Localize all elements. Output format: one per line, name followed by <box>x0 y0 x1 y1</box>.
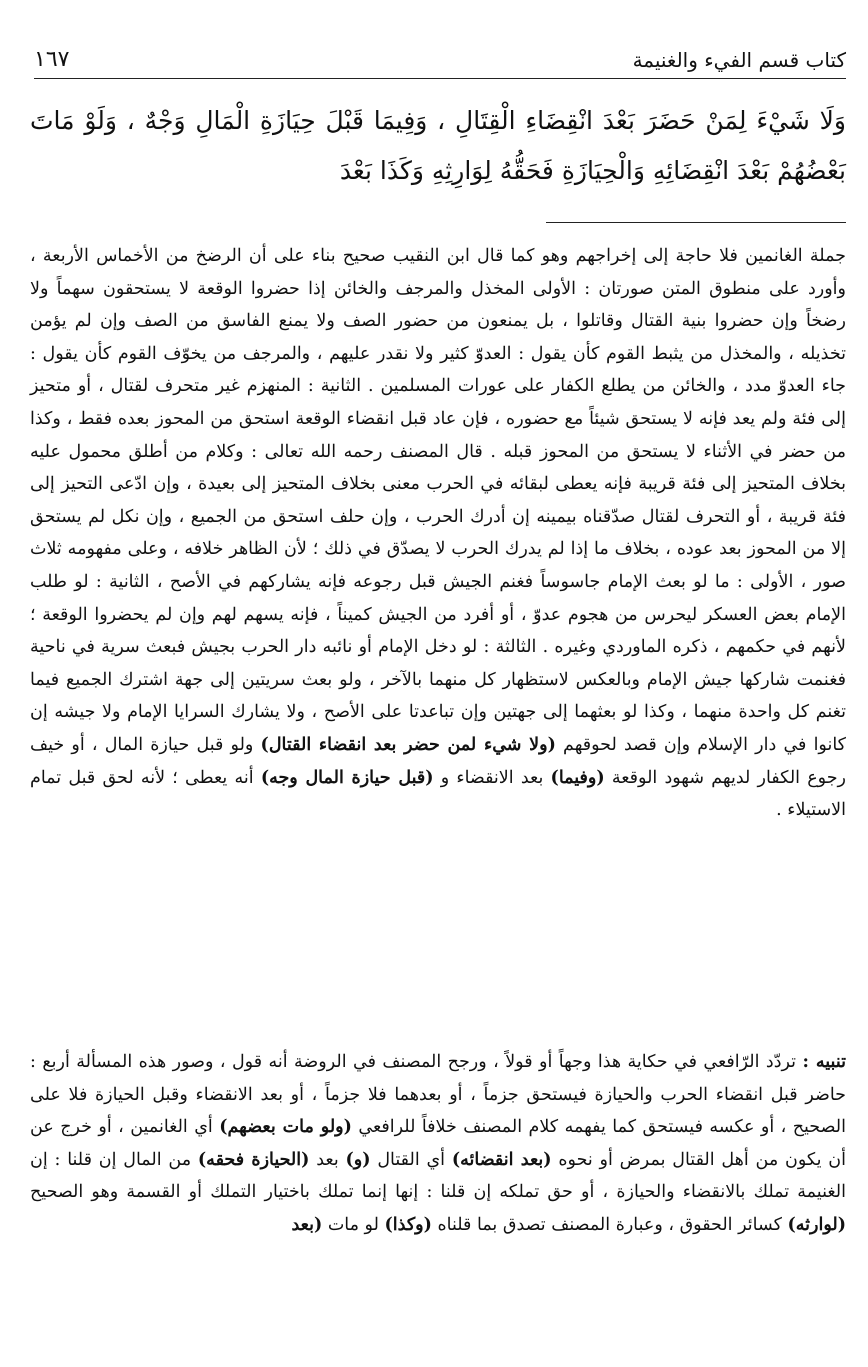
quoted-main-text: (بعد انقضائه) <box>451 1149 552 1170</box>
note-text-run: تردّد الرّافعي في حكاية هذا وجهاً أو قولاً ، ورجح المصنف في الروضة أنه قول ، وصور هذه المسألة أربع : حاضر قبل انقضاء الحرب والحيازة فيستحق جزماً ، أو بعدهما فلا جزماً ، أو بعد الانقضاء وقبل الحيازة فلا على الصحيح ، أو عكسه فيستحق كما يفهمه كلام المصنف خلافاً للرافعي <box>30 1052 846 1138</box>
commentary-paragraph <box>30 240 846 827</box>
quoted-main-text: (لوارثه) <box>787 1214 846 1235</box>
quoted-main-text: (قبل حيازة المال وجه) <box>260 767 434 788</box>
quoted-main-text: (ولا شيء لمن حضر بعد انقضاء القتال) <box>260 734 556 755</box>
quoted-main-text: (وكذا) <box>384 1214 432 1235</box>
commentary-text-run: جملة الغانمين فلا حاجة إلى إخراجهم وهو كما قال ابن النقيب صحيح بناء على أن الرضخ من الأخماس الأربعة ، وأورد على منطوق المتن صورتان : الأولى المخذل والمرجف والخائن إذا حضروا الوقعة لا يستحقون سهماً ولا رضخاً وإن حضروا بنية القتال وقاتلوا ، بل يمنعون من حضور الصف ولا يمنع الفاسق من الصف وإن لم يؤمن تخذيله ، والمخذل من يثبط القوم كأن يقول : العدوّ كثير ولا نقدر عليهم ، والمرجف من يخوّف القوم كأن يقول : جاء العدوّ مدد ، والخائن من يطلع الكفار على عورات المسلمين . الثانية : المنهزم غير متحرف لقتال ، أو متحيز إلى فئة ولم يعد فإنه لا يستحق شيئاً مع حضوره ، فإن عاد قبل انقضاء الوقعة استحق من المحوز بعده فقط ، وكذا من حضر في الأثناء لا يستحق من المحوز قبله . قال المصنف رحمه الله تعالى : وكلام من أطلق محمول عليه بخلاف المتحيز إلى فئة قريبة فإنه يعطى لبقائه في الحرب معنى بخلاف المتحيز إلى بعيدة ، وإن ادّعى التحيز إلى فئة قريبة ، أو التحرف لقتال صدّقناه بيمينه إن أدرك الحرب ، وإن حلف استحق من الجميع ، وإن نكل لم يستحق إلا من المحوز بعد عوده ، بخلاف ما إذا لم يدرك الحرب لا يصدّق في ذلك ؛ لأن الظاهر خلافه ، وعلى مفهومه ثلاث صور ، الأولى : ما لو بعث الإمام جاسوساً فغنم الجيش قبل رجوعه فإنه يشاركهم في الأصح ، الثانية : لو طلب الإمام بعض العسكر ليحرس من هجوم عدوّ ، أو أفرد من الجيش كميناً ، فإنه يسهم لهم وإن لم يحضروا الوقعة ؛ لأنهم في حكمهم ، ذكره الماوردي وغيره . الثالثة : لو دخل الإمام أو نائبه دار الحرب بجيش فبعث سرية في ناحية فغنمت شاركها جيش الإمام وبالعكس لاستظهار كل منهما بالآخر ، ولو بعث سريتين إلى جهة اشترك الجميع فيما تغنم كل واحدة منهما ، وكذا لو بعثهما إلى جهتين وإن تباعدتا على الأصح ، ولا يشارك السرايا الإمام ولا جيشه إن كانوا في دار الإسلام وإن قصد لحوقهم <box>30 246 847 755</box>
note-text-run: أي القتال <box>377 1149 446 1170</box>
commentary-text-run: أنه يعطى ؛ لأنه لحق قبل تمام الاستيلاء . <box>30 767 846 821</box>
note-text-run: لو مات <box>327 1214 379 1235</box>
note-text-run: بعد <box>316 1149 339 1170</box>
note-text-run: أي الغانمين ، أو خرج عن أن يكون من أهل القتال بمرض أو نحوه <box>30 1117 846 1170</box>
quoted-main-text: (الحيازة فحقه) <box>197 1149 310 1170</box>
commentary-text-run: بعد الانقضاء و <box>440 767 544 788</box>
page-header <box>34 38 846 79</box>
quoted-main-text: (بعد <box>291 1214 323 1235</box>
quoted-main-text: (ولو مات بعضهم) <box>219 1117 352 1138</box>
note-label: تنبيه : <box>802 1052 846 1072</box>
note-text-run: كسائر الحقوق ، وعبارة المصنف تصدق بما قلناه <box>437 1214 782 1235</box>
quoted-main-text: (وفيما) <box>550 767 605 788</box>
main-text <box>30 96 846 196</box>
page-number: ١٦٧ <box>34 47 70 72</box>
commentary-text-run: ولو قبل حيازة المال ، أو خيف رجوع الكفار لديهم شهود الوقعة <box>30 734 846 788</box>
note-section <box>30 1046 846 1242</box>
note-text-run: من المال إن قلنا : إن الغنيمة تملك بالانقضاء والحيازة ، أو حق تملكه إن قلنا : إنها إنما تملك باختيار التملك أو القسمة وهو الصحيح <box>30 1149 846 1203</box>
commentary-text <box>30 240 846 827</box>
main-text-paragraph: وَلَا شَيْءَ لِمَنْ حَضَرَ بَعْدَ انْقِضَاءِ الْقِتَالِ ، وَفِيمَا قَبْلَ حِيَازَةِ الْمَالِ وَجْهٌ ، وَلَوْ مَاتَ بَعْضُهُمْ بَعْدَ انْقِضَائِهِ وَالْحِيَازَةِ فَحَقُّهُ لِوَارِثِهِ وَكَذَا بَعْدَ <box>30 106 846 185</box>
separator-line <box>546 222 846 223</box>
chapter-title: كتاب قسم الفيء والغنيمة <box>632 48 846 72</box>
quoted-main-text: (و) <box>345 1149 371 1170</box>
note-paragraph <box>30 1046 846 1242</box>
